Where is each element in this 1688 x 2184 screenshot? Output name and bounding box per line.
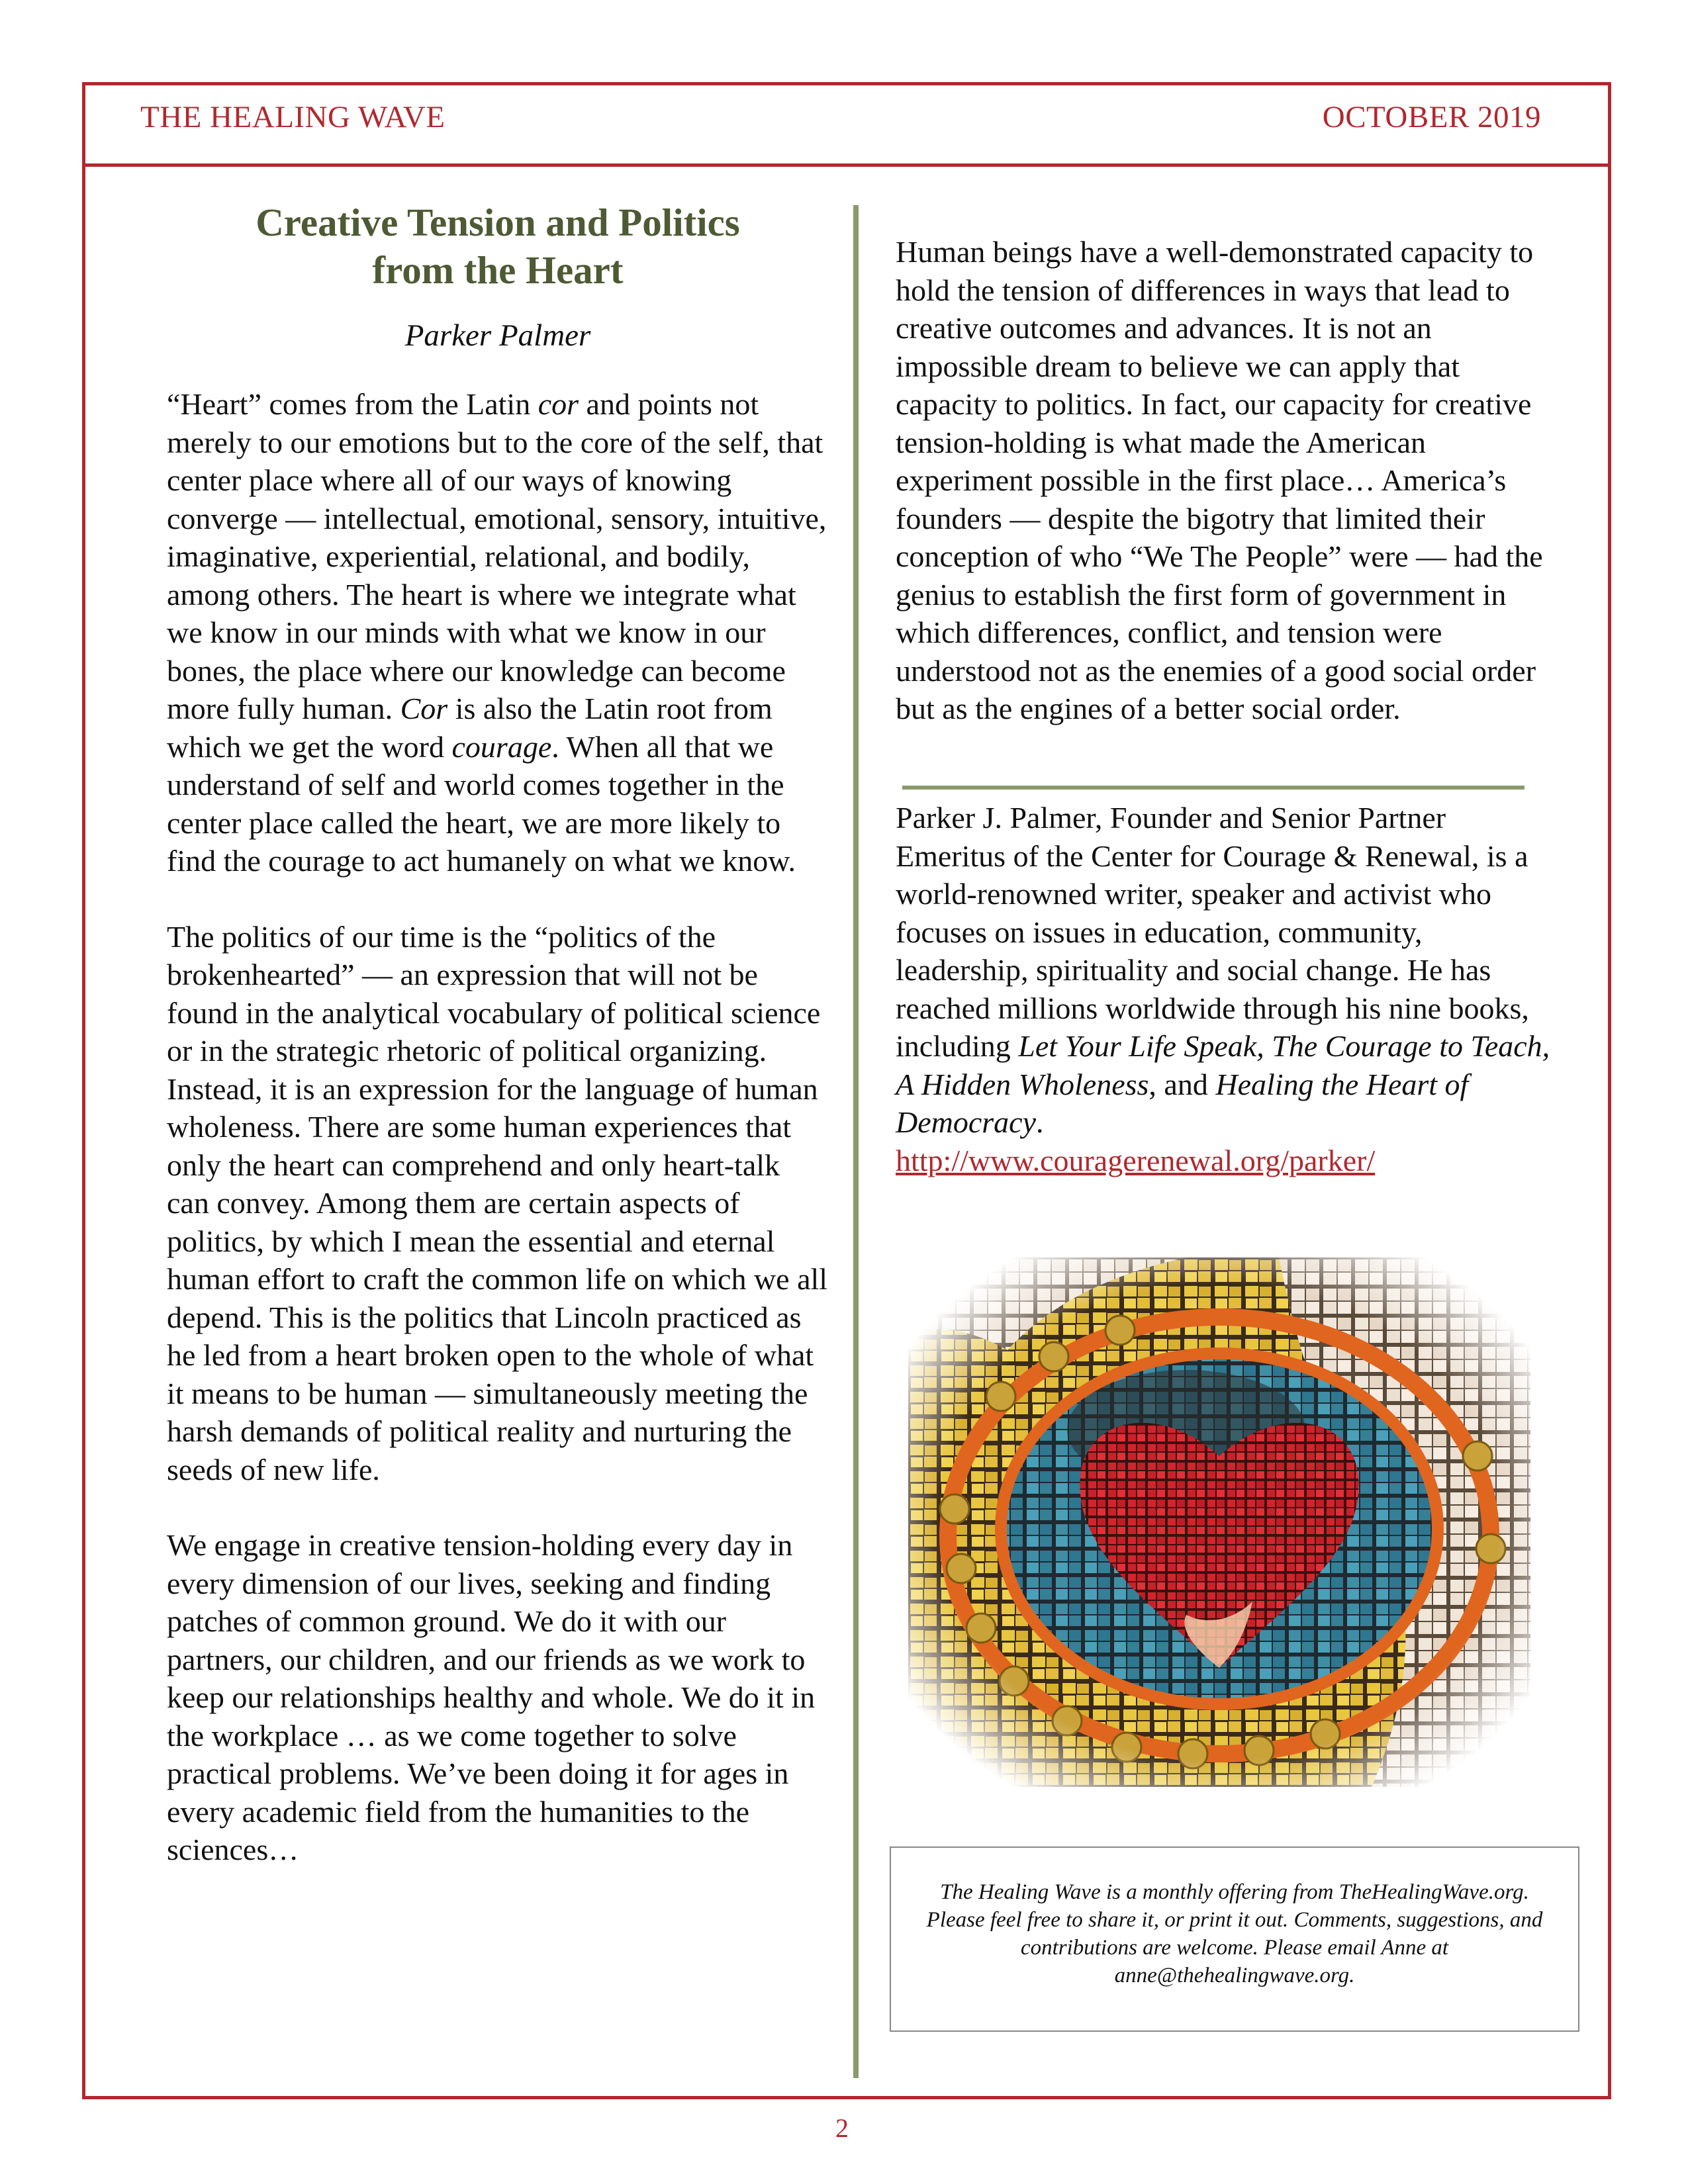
newsletter-title: THE HEALING WAVE [140, 100, 445, 134]
header-divider [82, 163, 1611, 167]
paragraph-politics: The politics of our time is the “politics of the brokenhearted” — an expression that will not be found in the analytical vocabulary of political science or in the strategic rhetoric of political organizing. Instead, it is an expression for the language of human wholeness. There are some human experiences that only the heart can comprehend and only heart-talk can convey. Among them are certain aspects of politics, by which I mean the essential and eternal human effort to craft the common life on which we all depend. This is the politics that Lincoln practiced as he led from a heart broken open to the whole of what it means to be human — simultaneously meeting the harsh demands of political reality and nurturing the seeds of new life. [167, 919, 828, 1486]
newsletter-note: The Healing Wave is a monthly offering from TheHealingWave.org. Please feel free to share it, or print it out. Comments, suggestions, and contributions are welcome. Please email Anne at anne@thehealingwave.org. [890, 1846, 1579, 2032]
issue-date: OCTOBER 2019 [1322, 100, 1541, 134]
author-link[interactable]: http://www.couragerenewal.org/parker/ [896, 1143, 1376, 1177]
column-divider [853, 205, 859, 2078]
book-title-last: Healing the Heart of Democracy [896, 1067, 1469, 1139]
author-bio: Parker J. Palmer, Founder and Senior Partner Emeritus of the Center for Courage & Renewal, is a world-renowned writer, speaker and activist who focuses on issues in education, community, leadership, spirituality and social change. He has reached millions worldwide through his nine books, including Let Your Life Speak, The Courage to Teach, A Hidden Wholeness, and Healing the Heart of Democracy. http://www.couragerenewal.org/parker/ [896, 801, 1550, 1177]
paragraph-heart: “Heart” comes from the Latin cor and points not merely to our emotions but to the core of the self, that center place where all of our ways of knowing converge — intellectual, emotional, sensory, intuitive, imaginative, experiential, relational, and bodily, among others. The heart is where we integrate what we know in our minds with what we know in our bones, the place where our knowledge can become more fully human. Cor is also the Latin root from which we get the word courage. When all that we understand of self and world comes together in the center place called the heart, we are more likely to find the courage to act humanely on what we know. [167, 387, 827, 878]
article-title-line2: from the Heart [372, 248, 624, 292]
article-title [167, 199, 829, 294]
article-author: Parker Palmer [404, 318, 591, 353]
bio-divider [902, 786, 1524, 790]
left-column [167, 199, 829, 1907]
book-titles: Let Your Life Speak, The Courage to Teach, A Hidden Wholeness [896, 1029, 1550, 1101]
paragraph-tension-holding: We engage in creative tension-holding every day in every dimension of our lives, seeking and finding patches of common ground. We do it with our partners, our children, and our friends as we work to keep our relationships healthy and whole. We do it in the workplace … as we come together to solve practical problems. We’ve been doing it for ages in every academic field from the humanities to the sciences… [167, 1528, 816, 1866]
article-title-line1: Creative Tension and Politics [256, 201, 740, 244]
right-column [896, 233, 1558, 728]
heart-mosaic-image [908, 1257, 1530, 1787]
paragraph-human-beings: Human beings have a well-demonstrated capacity to hold the tension of differences in ways that lead to creative outcomes and advances. It is not an impossible dream to believe we can apply that capacity to politics. In fact, our capacity for creative tension-holding is what made the American experiment possible in the first place… America’s founders — despite the bigotry that limited their conception of who “We The People” were — had the genius to establish the first form of government in which differences, conflict, and tension were understood not as the enemies of a good social order but as the engines of a better social order. [896, 235, 1543, 725]
page-number: 2 [835, 2113, 849, 2143]
